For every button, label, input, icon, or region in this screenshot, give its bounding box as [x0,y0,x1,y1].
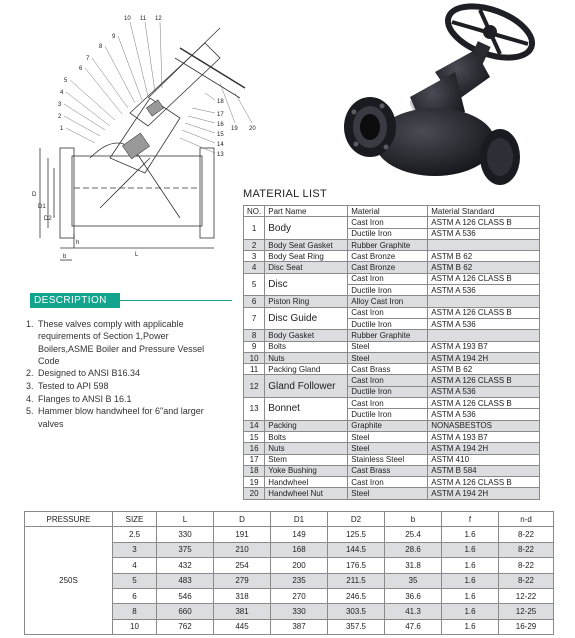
description-item-text: Designed to ANSI B16.34 [38,368,141,379]
part-number-2: 2 [58,114,62,120]
dimension-cell: 762 [157,619,214,634]
material-part-name: Bolts [265,431,348,442]
material-name: Steel [348,488,428,499]
dimension-cell: 16-29 [499,619,554,634]
material-name: Steel [348,443,428,454]
material-no: 9 [244,341,265,352]
handwheel-section [180,48,245,88]
material-name: Rubber Graphite [348,239,428,250]
material-part-name: Body Seat Gasket [265,239,348,250]
material-part-name: Disc Guide [265,307,348,330]
material-name: Cast Bronze [348,251,428,262]
dimension-cell: 12-25 [499,604,554,619]
header-D: D [214,512,271,527]
material-part-name: Nuts [265,443,348,454]
header-D1: D1 [271,512,328,527]
description-item-text: Hammer blow handwheel for 6"and larger valves [38,406,204,429]
dim-label-L: L [135,252,139,258]
header-size: SIZE [113,512,157,527]
material-standard [428,296,540,307]
part-number-19: 19 [231,126,238,132]
dimension-cell: 279 [214,573,271,588]
dimension-cell: 546 [157,588,214,603]
dimension-cell: 357.5 [328,619,385,634]
material-name: Steel [348,431,428,442]
dimension-table-body [25,527,554,635]
dimension-cell: 28.6 [385,542,442,557]
part-number-13: 13 [217,152,224,158]
material-no: 11 [244,364,265,375]
dimension-cell: 270 [271,588,328,603]
dimension-cell: 1.6 [442,619,499,634]
header-D2: D2 [328,512,385,527]
part-number-16: 16 [217,122,224,128]
part-number-20: 20 [249,126,256,132]
material-standard: ASTM A 194 2H [428,488,540,499]
material-name: Cast Iron [348,273,428,284]
description-item-number: 3. [26,381,34,392]
material-no: 18 [244,465,265,476]
material-name: Ductile Iron [348,386,428,397]
part-number-15: 15 [217,132,224,138]
material-no: 8 [244,330,265,341]
material-row [244,307,540,318]
material-no: 19 [244,477,265,488]
material-part-name: Body Gasket [265,330,348,341]
header-b: b [385,512,442,527]
dimension-cell: 8-22 [499,558,554,573]
dimension-cell: 168 [271,542,328,557]
material-name: Cast Iron [348,398,428,409]
material-standard: ASTM A 126 CLASS B [428,398,540,409]
material-row [244,330,540,341]
material-row [244,251,540,262]
material-standard: ASTM B 62 [428,262,540,273]
dimension-cell: 200 [271,558,328,573]
material-part-name: Piston Ring [265,296,348,307]
material-row [244,296,540,307]
description-item [26,318,226,367]
material-no: 6 [244,296,265,307]
material-name: Alloy Cast Iron [348,296,428,307]
material-row [244,398,540,409]
dimension-cell: 432 [157,558,214,573]
material-no: 15 [244,431,265,442]
dimension-cell: 4 [113,558,157,573]
bonnet-outline [110,98,180,173]
dimension-cell: 375 [157,542,214,557]
description-item [26,405,226,430]
material-name: Cast Iron [348,217,428,228]
part-number-11: 11 [140,16,147,22]
dimension-cell: 8-22 [499,573,554,588]
material-row [244,454,540,465]
material-name: Ductile Iron [348,409,428,420]
dimension-cell: 10 [113,619,157,634]
header-part-name: Part Name [265,206,348,217]
material-name: Graphite [348,420,428,431]
material-name: Steel [348,341,428,352]
material-no: 20 [244,488,265,499]
dimension-cell: 2.5 [113,527,157,542]
material-standard: ASTM A 126 CLASS B [428,273,540,284]
material-no: 3 [244,251,265,262]
material-name: Cast Brass [348,465,428,476]
material-no: 7 [244,307,265,330]
dimension-cell: 330 [271,604,328,619]
part-number-3: 3 [58,102,62,108]
part-number-12: 12 [155,16,162,22]
dimension-cell: 1.6 [442,542,499,557]
material-standard: NONASBESTOS [428,420,540,431]
material-no: 5 [244,273,265,296]
material-part-name: Handwheel [265,477,348,488]
material-row [244,341,540,352]
material-row [244,375,540,386]
material-no: 4 [244,262,265,273]
dimension-cell: 8-22 [499,542,554,557]
dimension-cell: 47.6 [385,619,442,634]
valve-photo-svg [340,2,535,187]
description-item-text: Tested to API 598 [38,381,109,392]
material-standard: ASTM 410 [428,454,540,465]
material-standard [428,239,540,250]
part-number-8: 8 [99,44,103,50]
dim-label-D: D [32,192,37,198]
material-part-name: Body Seat Ring [265,251,348,262]
valve-body-outline [72,156,202,226]
material-part-name: Bonnet [265,398,348,421]
valve-cross-section-svg [30,8,270,268]
material-part-name: Packing [265,420,348,431]
material-name: Cast Iron [348,477,428,488]
dimension-cell: 445 [214,619,271,634]
dimension-cell: 1.6 [442,558,499,573]
material-part-name: Yoke Bushing [265,465,348,476]
header-material: Material [348,206,428,217]
dimension-cell: 8-22 [499,527,554,542]
material-row [244,488,540,499]
dimension-cell: 1.6 [442,527,499,542]
stem-yoke [130,43,220,126]
material-part-name: Stem [265,454,348,465]
material-standard: ASTM A 536 [428,285,540,296]
material-list-title: MATERIAL LIST [243,188,327,200]
part-number-17: 17 [217,112,224,118]
material-list-body [244,217,540,499]
header-n-d: n-d [499,512,554,527]
material-row [244,273,540,284]
material-name: Cast Iron [348,375,428,386]
dimension-row [25,527,554,542]
dimension-cell: 381 [214,604,271,619]
description-header-rule [120,300,232,301]
material-list-table [243,205,540,500]
dimension-cell: 36.6 [385,588,442,603]
material-no: 16 [244,443,265,454]
material-standard: ASTM A 536 [428,386,540,397]
material-list-header-row [244,206,540,217]
part-number-18: 18 [217,99,224,105]
material-name: Rubber Graphite [348,330,428,341]
material-name: Steel [348,352,428,363]
dimension-cell: 246.5 [328,588,385,603]
part-number-4: 4 [60,90,64,96]
dimension-cell: 483 [157,573,214,588]
dimension-cell: 31.8 [385,558,442,573]
material-standard: ASTM A 126 CLASS B [428,217,540,228]
valve-section-drawing [30,8,270,268]
valve-product-photo [340,2,535,187]
dimension-cell: 125.5 [328,527,385,542]
material-name: Ductile Iron [348,228,428,239]
dimension-cell: 211.5 [328,573,385,588]
description-item [26,380,226,392]
material-no: 12 [244,375,265,398]
material-row [244,420,540,431]
dimension-cell: 318 [214,588,271,603]
description-list [26,318,226,430]
dimension-cell: 1.6 [442,604,499,619]
material-standard: ASTM A 193 B7 [428,431,540,442]
material-no: 13 [244,398,265,421]
description-header: DESCRIPTION [30,293,120,308]
material-part-name: Bolts [265,341,348,352]
material-standard: ASTM B 62 [428,251,540,262]
dimension-cell: 12-22 [499,588,554,603]
dimension-cell: 303.5 [328,604,385,619]
dimension-cell: 210 [214,542,271,557]
part-number-1: 1 [60,126,64,132]
dimension-table-header-row [25,512,554,527]
material-standard: ASTM A 536 [428,409,540,420]
part-number-7: 7 [86,56,90,62]
description-item-number: 5. [26,406,34,417]
header-material-standard: Material Standard [428,206,540,217]
material-no: 1 [244,217,265,240]
description-item [26,367,226,379]
material-standard: ASTM B 584 [428,465,540,476]
dimension-cell: 3 [113,542,157,557]
dimension-cell: 35 [385,573,442,588]
material-standard [428,330,540,341]
material-row [244,352,540,363]
description-item [26,393,226,405]
dimension-cell: 660 [157,604,214,619]
dimension-cell: 1.6 [442,573,499,588]
dimension-cell: 176.5 [328,558,385,573]
material-part-name: Packing Gland [265,364,348,375]
material-standard: ASTM B 62 [428,364,540,375]
part-number-14: 14 [217,142,224,148]
material-name: Cast Brass [348,364,428,375]
material-row [244,262,540,273]
dimension-cell: 191 [214,527,271,542]
part-number-9: 9 [112,34,116,40]
material-name: Stainless Steel [348,454,428,465]
dimension-cell: 5 [113,573,157,588]
dim-label-D1: D1 [38,204,46,210]
dimension-cell: 387 [271,619,328,634]
part-number-10: 10 [124,16,131,22]
dimension-cell: 330 [157,527,214,542]
material-row [244,431,540,442]
material-name: Cast Bronze [348,262,428,273]
header-pressure: PRESSURE [25,512,113,527]
part-number-5: 5 [64,78,68,84]
material-row [244,477,540,488]
material-row [244,364,540,375]
material-standard: ASTM A 194 2H [428,443,540,454]
material-part-name: Gland Follower [265,375,348,398]
material-row [244,217,540,228]
material-row [244,443,540,454]
dimension-cell: 8 [113,604,157,619]
material-standard: ASTM A 536 [428,318,540,329]
material-name: Ductile Iron [348,318,428,329]
material-standard: ASTM A 126 CLASS B [428,375,540,386]
dim-label-b: b [63,254,67,260]
material-part-name: Disc Seat [265,262,348,273]
dimension-cell: 6 [113,588,157,603]
dimension-cell: 149 [271,527,328,542]
description-item-number: 1. [26,319,34,329]
material-row [244,239,540,250]
material-standard: ASTM A 536 [428,228,540,239]
material-no: 2 [244,239,265,250]
dim-label-h: h [76,240,80,246]
dimension-cell: 254 [214,558,271,573]
material-name: Cast Iron [348,307,428,318]
material-standard: ASTM A 126 CLASS B [428,477,540,488]
dimension-cell: 41.3 [385,604,442,619]
material-part-name: Nuts [265,352,348,363]
material-name: Ductile Iron [348,285,428,296]
material-no: 17 [244,454,265,465]
material-no: 10 [244,352,265,363]
part-number-6: 6 [79,66,83,72]
header-no: NO. [244,206,265,217]
material-part-name: Body [265,217,348,240]
material-row [244,465,540,476]
dimension-cell: 1.6 [442,588,499,603]
material-standard: ASTM A 194 2H [428,352,540,363]
header-f: f [442,512,499,527]
pressure-class: 250S [25,527,113,635]
material-standard: ASTM A 126 CLASS B [428,307,540,318]
dim-label-D2: D2 [44,216,52,222]
material-standard: ASTM A 193 B7 [428,341,540,352]
description-item-text: Flanges to ANSI B 16.1 [38,393,132,404]
material-part-name: Disc [265,273,348,296]
material-no: 14 [244,420,265,431]
dimension-cell: 144.5 [328,542,385,557]
dimension-table [24,511,554,635]
dimension-cell: 25.4 [385,527,442,542]
description-item-text: These valves comply with applicable requirements of Section 1,Power Boilers,ASME Boiler and Pressure Vessel Code [38,319,205,366]
dimension-cell: 235 [271,573,328,588]
description-item-number: 2. [26,368,34,379]
material-part-name: Handwheel Nut [265,488,348,499]
header-L: L [157,512,214,527]
description-item-number: 4. [26,393,34,404]
